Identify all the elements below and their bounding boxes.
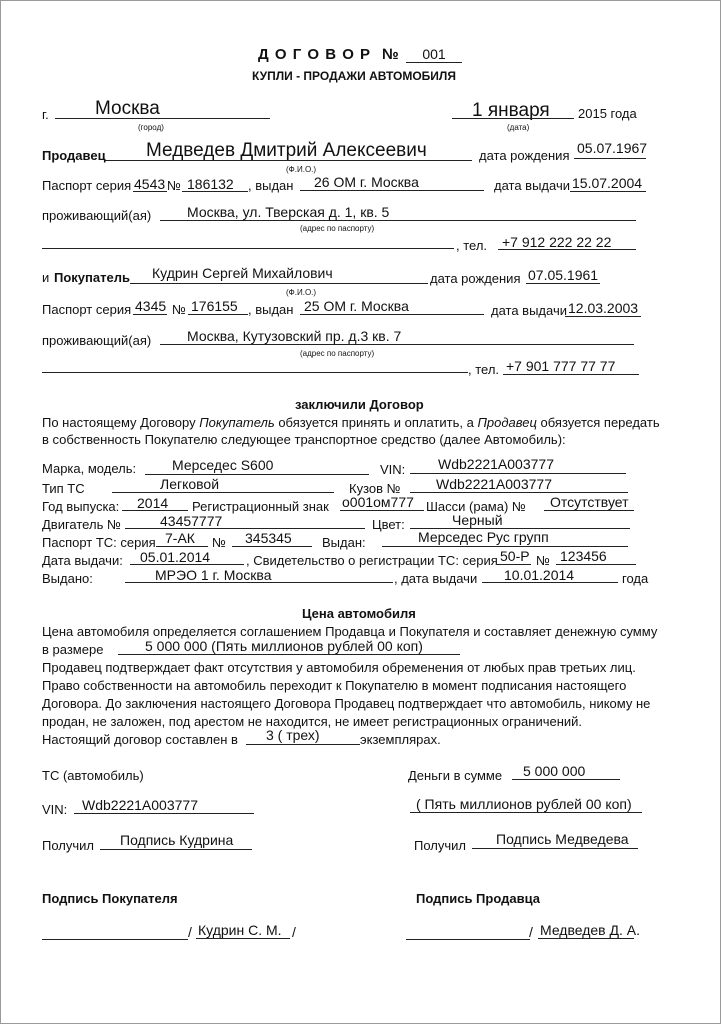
seller-label: Продавец [42,148,106,163]
buyer-passport-label: Паспорт серия [42,302,132,317]
make-line [145,474,369,475]
cert-issued: МРЭО 1 г. Москва [155,567,272,583]
agreement-text-seller: Продавец [477,415,537,430]
cert-issued-label: Выдано: [42,571,93,586]
buyer-birth-label: дата рождения [430,271,521,286]
chassis-value: Отсутствует [550,494,629,510]
buyer-name-line [130,283,428,284]
pts-issued: Мерседес Рус групп [418,529,549,545]
seller-series-line [133,191,167,192]
contract-number-sign: № [382,46,399,63]
vin-label: VIN: [380,462,406,477]
copies-label: Настоящий договор составлен в [42,732,238,747]
vin-line [410,473,626,474]
right-received: Подпись Медведева [496,831,629,847]
cert-date-suffix: года [622,571,649,586]
seller-name-line [105,160,472,161]
price-line-3: Право собственности на автомобиль переходит к Покупателю в момент подписания настоящего [42,678,627,693]
agreement-text-e: обязуется передать [540,415,660,430]
contract-title: Д О Г О В О Р [258,46,372,63]
right-received-line [472,848,638,849]
cert-date: 10.01.2014 [504,567,575,583]
seller-residing-label: проживающий(ая) [42,208,152,223]
seller-address-line-2 [42,248,454,249]
cert-number: 123456 [560,548,607,564]
city-value: Москва [95,98,160,119]
price-line-2: Продавец подтверждает факт отсутствия у автомобиля обременения от любых прав третьих лиц. [42,660,636,675]
seller-name: Медведев Дмитрий Алексеевич [146,140,427,161]
agreement-text-a: По настоящему Договору [42,415,196,430]
engine-line [125,528,365,529]
seller-address-hint: (адрес по паспорту) [300,224,375,233]
pts-number: 345345 [245,530,292,546]
body-label: Кузов № [349,481,401,496]
city-hint: (город) [138,123,164,132]
seller-signature-label: Подпись Продавца [416,891,540,906]
seller-signature-name: Медведев Д. А. [540,922,640,938]
agreement-text-buyer: Покупатель [199,415,275,430]
copies-suffix: экземплярах. [360,732,441,747]
seller-issue-date: 15.07.2004 [572,175,643,191]
reg-line [340,510,424,511]
seller-phone: +7 912 222 22 22 [502,234,612,250]
price-amount-line [118,654,460,655]
seller-birth: 05.07.1967 [577,140,648,156]
transfer-vin-label: VIN: [42,802,68,817]
pts-series-line [156,546,208,547]
buyer-issued-by: 25 ОМ г. Москва [304,298,409,314]
buyer-passport-series: 4345 [135,298,167,314]
buyer-name-line [196,938,290,939]
buyer-signature-slash: / [188,924,192,940]
buyer-birth: 07.05.1961 [528,267,599,283]
transfer-vin-line [74,813,254,814]
chassis-label: Шасси (рама) № [426,499,526,514]
seller-address-line [160,220,636,221]
agreement-line-1 [42,415,660,430]
type-line [112,492,334,493]
year-value: 2014 [137,495,169,511]
copies-line [246,744,360,745]
agreement-heading: заключили Договор [295,397,424,412]
date-value: 1 января [472,100,550,121]
cert-series-line [497,564,531,565]
buyer-residing-label: проживающий(ая) [42,333,152,348]
color-value: Черный [452,512,503,528]
buyer-fio-hint: (Ф.И.О.) [286,288,317,297]
price-line-1: Цена автомобиля определяется соглашением Продавца и Покупателя и составляет денежную сумму [42,624,658,639]
pts-issued-label: Выдан: [322,535,366,550]
money-words: ( Пять миллионов рублей 00 коп) [416,796,632,812]
buyer-phone-label: , тел. [468,362,500,377]
pts-series: 7-АК [165,530,195,546]
transfer-vin: Wdb2221A003777 [82,797,198,813]
seller-issue-date-label: дата выдачи [494,178,570,193]
year-label: Год выпуска: [42,499,120,514]
buyer-series-line [133,314,167,315]
buyer-signature-slash-end: / [292,924,296,940]
engine-value: 43457777 [160,513,223,529]
engine-label: Двигатель № [42,517,121,532]
price-line-5: продан, не заложен, под арестом не находится, не имеет регистрационных ограничений. [42,714,583,729]
pts-num-sign: № [212,535,226,550]
reg-value: о001ом777 [342,494,414,510]
cert-num-sign: № [536,553,550,568]
pts-date-line [130,564,244,565]
seller-passport-label: Паспорт серия [42,178,132,193]
money-words-line [410,812,642,813]
seller-issued-label: , выдан [248,178,294,193]
reg-label: Регистрационный знак [192,499,329,514]
buyer-phone: +7 901 777 77 77 [506,358,616,374]
buyer-signature-line [42,939,188,940]
pts-date: 05.01.2014 [140,549,211,565]
city-line [55,118,270,119]
vin-value: Wdb2221A003777 [438,456,554,472]
seller-address: Москва, ул. Тверская д. 1, кв. 5 [187,204,390,220]
buyer-issue-date-label: дата выдачи [491,303,567,318]
buyer-issue-date-line [565,316,641,317]
type-label: Тип ТС [42,481,85,496]
pts-issued-line [382,546,628,547]
buyer-passport-number: 176155 [191,298,238,314]
cert-date-line [482,582,618,583]
buyer-num-sign: № [172,302,186,317]
agreement-text-c: обязуется принять и оплатить, а [278,415,474,430]
cert-series: 50-Р [500,548,530,564]
seller-birth-label: дата рождения [479,148,570,163]
date-line [452,118,574,119]
color-label: Цвет: [372,517,405,532]
buyer-phone-line [503,374,639,375]
right-received-label: Получил [414,838,466,853]
pts-date-label: Дата выдачи: [42,553,123,568]
seller-phone-line [498,249,636,250]
left-received-line [100,849,252,850]
money-line [512,779,620,780]
transfer-vehicle-title: ТС (автомобиль) [42,768,144,783]
buyer-address-line [160,344,634,345]
cert-label: , Свидетельство о регистрации ТС: серия [246,553,498,568]
copies-value: 3 ( трех) [266,727,320,743]
date-hint: (дата) [507,123,530,132]
seller-birth-line [574,158,646,159]
buyer-label: Покупатель [54,270,130,285]
money-label: Деньги в сумме [408,768,503,783]
contract-number: 001 [422,46,446,62]
price-amount: 5 000 000 (Пять миллионов рублей 00 коп) [145,638,423,654]
seller-phone-label: , тел. [456,238,488,253]
seller-name-line [538,938,634,939]
seller-fio-hint: (Ф.И.О.) [286,165,317,174]
type-value: Легковой [160,476,220,492]
body-line [410,492,628,493]
body-value: Wdb2221A003777 [436,476,552,492]
seller-number-line [182,191,248,192]
contract-subtitle: КУПЛИ - ПРОДАЖИ АВТОМОБИЛЯ [252,69,456,83]
buyer-signature-label: Подпись Покупателя [42,891,178,906]
buyer-issued-label: , выдан [248,302,294,317]
seller-num-sign: № [167,178,181,193]
seller-issued-line [300,190,484,191]
make-value: Мерседес S600 [172,457,274,473]
seller-issue-date-line [570,191,646,192]
buyer-address: Москва, Кутузовский пр. д.3 кв. 7 [187,328,402,344]
seller-passport-series: 4543 [134,176,166,192]
money-value: 5 000 000 [523,763,586,779]
pts-number-line [232,546,312,547]
seller-issued-by: 26 ОМ г. Москва [314,174,419,190]
left-received-label: Получил [42,838,94,853]
buyer-prefix: и [42,270,50,285]
seller-signature-slash: / [529,924,533,940]
buyer-number-line [188,314,248,315]
contract-number-line [406,62,462,63]
agreement-line-2: в собственность Покупателю следующее транспортное средство (далее Автомобиль): [42,432,566,447]
price-line-4: Договора. До заключения настоящего Договора Продавец подтверждает что автомобиль, никому не [42,696,651,711]
buyer-issued-line [300,314,484,315]
price-amount-label: в размере [42,642,104,657]
seller-signature-line [406,939,530,940]
seller-passport-number: 186132 [187,176,234,192]
make-label: Марка, модель: [42,461,137,476]
chassis-line [544,510,634,511]
buyer-issue-date: 12.03.2003 [568,300,639,316]
price-heading: Цена автомобиля [302,606,416,621]
cert-number-line [556,564,636,565]
city-prefix: г. [42,107,49,122]
left-received: Подпись Кудрина [120,832,234,848]
buyer-signature-name: Кудрин С. М. [198,922,282,938]
cert-issued-line [125,582,393,583]
year-suffix: 2015 года [578,106,637,121]
buyer-address-line-2 [42,372,468,373]
cert-date-label: , дата выдачи [394,571,478,586]
buyer-address-hint: (адрес по паспорту) [300,349,375,358]
buyer-birth-line [526,283,600,284]
year-line [122,510,188,511]
pts-label: Паспорт ТС: серия [42,535,156,550]
buyer-name: Кудрин Сергей Михайлович [152,265,333,281]
